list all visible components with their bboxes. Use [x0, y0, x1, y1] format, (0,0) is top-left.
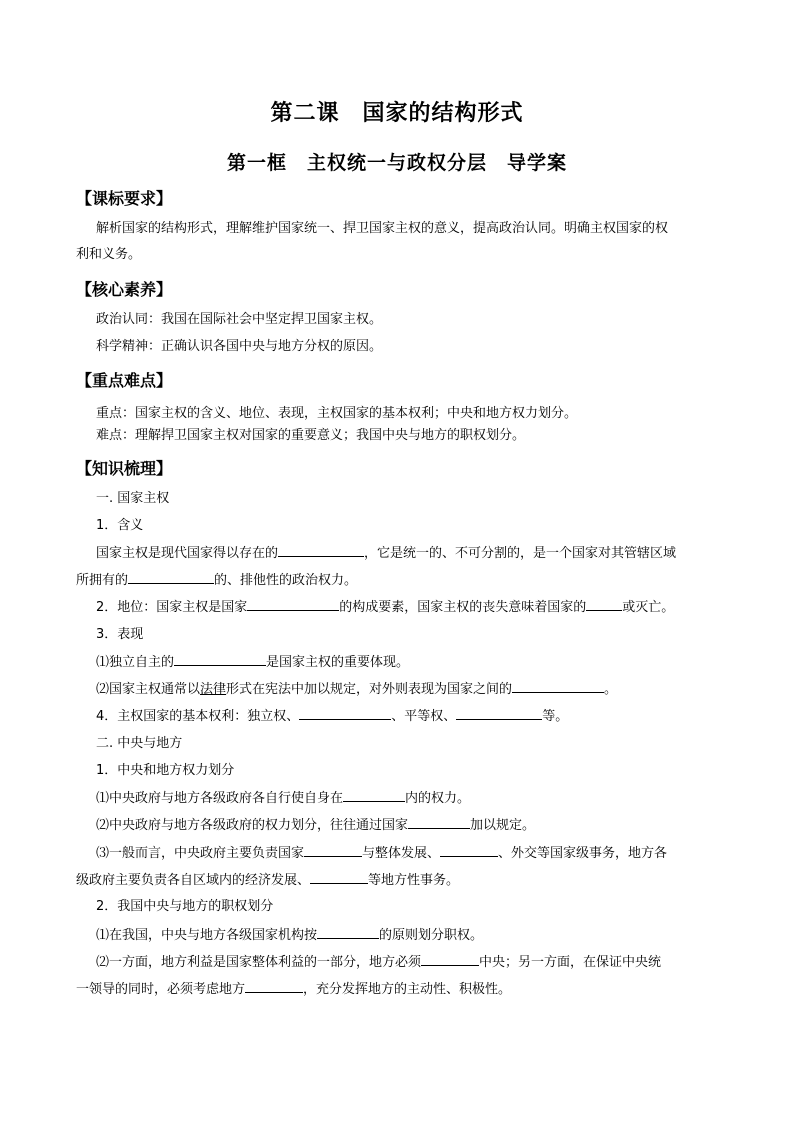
basic-rights-line: 4．主权国家的基本权利：独立权、 、平等权、 等。: [96, 709, 569, 724]
fill-blank[interactable]: [304, 844, 362, 857]
definition-line-2: 所拥有的 的、排他性的政治权力。: [76, 573, 358, 588]
keypoint-line-2: 难点：理解捍卫国家主权对国家的重要意义；我国中央与地方的职权划分。: [96, 428, 526, 443]
status-line: 2．地位：国家主权是国家 的构成要素，国家主权的丧失意味着国家的 或灭亡。: [96, 600, 675, 615]
knowledge-heading-2: 二. 中央与地方: [96, 736, 183, 751]
fill-blank[interactable]: [408, 816, 470, 829]
fill-blank[interactable]: [128, 571, 214, 584]
expression-line-1: ⑴独立自主的 是国家主权的重要体现。: [96, 655, 410, 670]
knowledge-item-1: 1．含义: [96, 518, 144, 533]
fill-blank[interactable]: [278, 544, 364, 557]
china-division-line-2: ⑵一方面，地方利益是国家整体利益的一部分，地方必须 中央；另一方面，在保证中央统: [96, 955, 662, 970]
core-line-2: 科学精神：正确认识各国中央与地方分权的原因。: [96, 339, 383, 354]
page-title: 第二课 国家的结构形式: [270, 100, 524, 126]
section-heading-standards: 【课标要求】: [76, 189, 173, 208]
fill-blank[interactable]: [343, 789, 405, 802]
division-line-3-cont: 级政府主要负责各自区域内的经济发展、 等地方性事务。: [76, 873, 460, 888]
expression-line-2: ⑵国家主权通常以法律形式在宪法中加以规定，对外则表现为国家之间的 。: [96, 682, 618, 697]
knowledge-item-3: 3．表现: [96, 627, 144, 642]
fill-blank[interactable]: [421, 953, 479, 966]
fill-blank[interactable]: [317, 926, 379, 939]
knowledge-item-2-1: 1．中央和地方权力划分: [96, 763, 235, 778]
section-heading-knowledge: 【知识梳理】: [76, 459, 173, 478]
definition-line-1: 国家主权是现代国家得以存在的 ，它是统一的、不可分割的，是一个国家对其管辖区域: [96, 546, 677, 561]
fill-blank[interactable]: [299, 707, 391, 720]
section-heading-core: 【核心素养】: [76, 280, 173, 299]
core-line-1: 政治认同：我国在国际社会中坚定捍卫国家主权。: [96, 312, 383, 327]
page-subtitle: 第一框 主权统一与政权分层 导学案: [226, 152, 567, 174]
fill-blank[interactable]: [174, 653, 266, 666]
knowledge-item-2-2: 2．我国中央与地方的职权划分: [96, 899, 274, 914]
division-line-2: ⑵中央政府与地方各级政府的权力划分，往往通过国家 加以规定。: [96, 818, 536, 833]
keypoint-line-1: 重点：国家主权的含义、地位、表现，主权国家的基本权利；中央和地方权力划分。: [96, 406, 578, 421]
section-heading-keypoints: 【重点难点】: [76, 371, 173, 390]
china-division-line-1: ⑴在我国，中央与地方各级国家机构按 的原则划分职权。: [96, 928, 484, 943]
china-division-line-2-cont: 一领导的同时，必须考虑地方 ，充分发挥地方的主动性、积极性。: [76, 982, 512, 997]
fill-blank[interactable]: [440, 844, 498, 857]
division-line-1: ⑴中央政府与地方各级政府各自行使自身在 内的权力。: [96, 791, 471, 806]
fill-blank[interactable]: [310, 871, 368, 884]
standards-line-1: 解析国家的结构形式，理解维护国家统一、捍卫国家主权的意义，提高政治认同。明确主权国家的权: [96, 221, 669, 236]
fill-blank[interactable]: [245, 980, 303, 993]
knowledge-heading-1: 一. 国家主权: [96, 491, 170, 506]
standards-line-2: 利和义务。: [76, 247, 142, 262]
fill-blank[interactable]: [456, 707, 542, 720]
fill-blank[interactable]: [586, 598, 622, 611]
fill-blank[interactable]: [247, 598, 339, 611]
fill-blank[interactable]: [512, 680, 604, 693]
division-line-3: ⑶一般而言，中央政府主要负责国家 与整体发展、 、外交等国家级事务，地方各: [96, 846, 668, 861]
